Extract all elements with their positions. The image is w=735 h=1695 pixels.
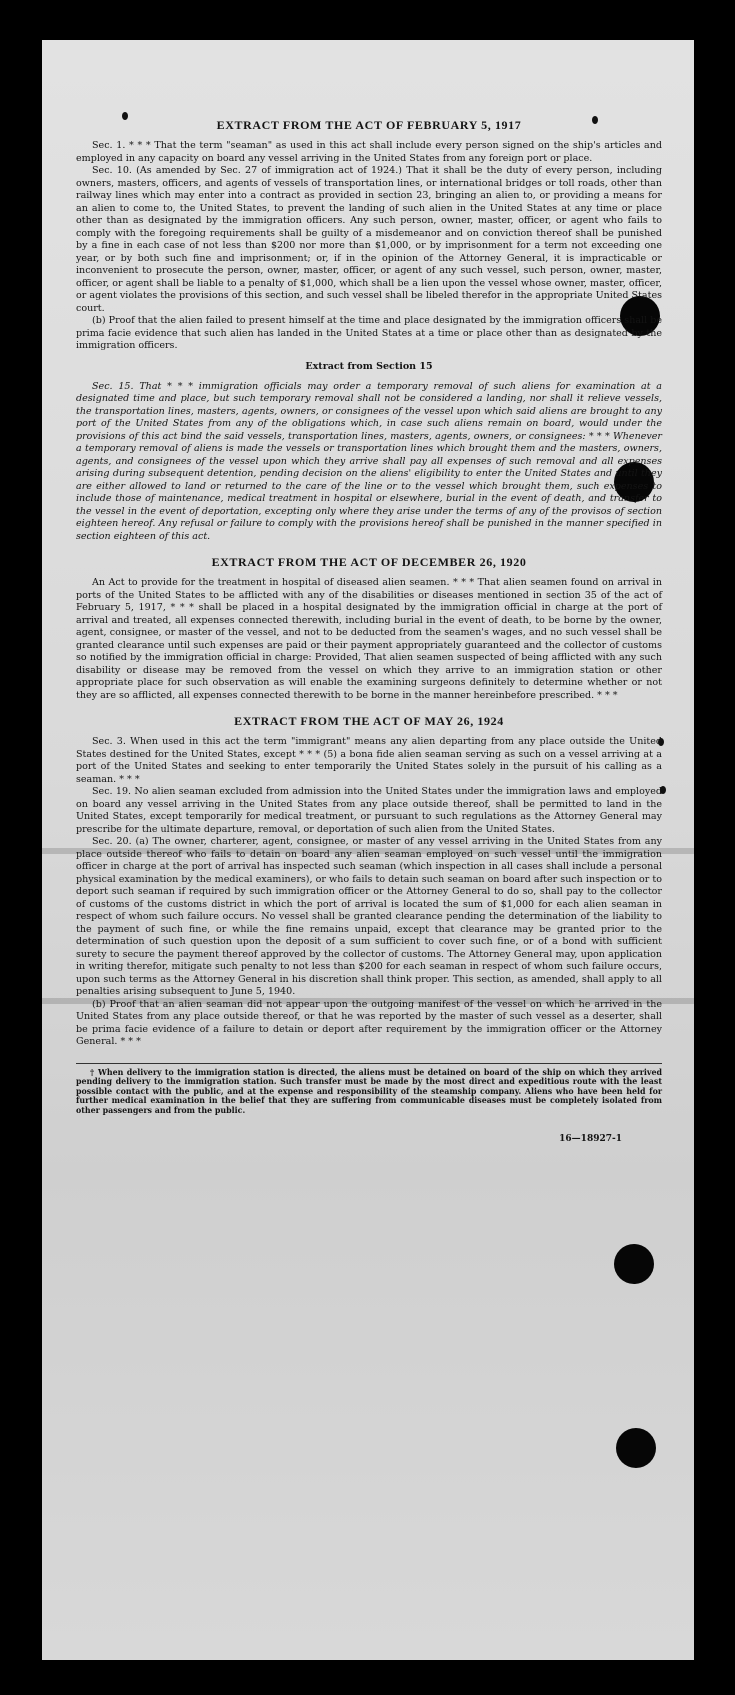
paragraph: (b) Proof that an alien seaman did not appear upon the outgoing manifest of the vessel on which he arrived in the United States from any place outside thereof, or that he was reported by the master of such vessel as a deserter, shall be prima facie evidence of a failure to detain or deport after requirement by the immigration officer or the Attorney General. * * * — [76, 998, 662, 1047]
footnote: † When delivery to the immigration station is directed, the aliens must be detained on board of the ship on which they arrived pending delivery to the immigration station. Such transfer must be made by the most direct and expeditious route with the least possible contact with the public, and at the expense and responsibility of the steamship company. Aliens who have been held for further medical examination in the belief that they are suffering from communicable diseases must be completely isolated from other passengers and from the public. — [76, 1067, 662, 1115]
document-body — [76, 118, 662, 1146]
paragraph: Sec. 1. * * * That the term "seaman" as used in this act shall include every person signed on the ship's articles and employed in any capacity on board any vessel arriving in the United States from any foreign port or place. — [76, 140, 662, 164]
section-heading: EXTRACT FROM THE ACT OF DECEMBER 26, 1920 — [211, 555, 527, 569]
section-heading: EXTRACT FROM THE ACT OF FEBRUARY 5, 1917 — [216, 118, 522, 132]
section-heading: EXTRACT FROM THE ACT OF MAY 26, 1924 — [234, 714, 504, 728]
paragraph: Sec. 3. When used in this act the term "immigrant" means any alien departing from any place outside the United States destined for the United States, except * * * (5) a bona fide alien seaman serving as such on a vessel arriving at a port of the United States and seeking to enter temporarily the United States solely in the pursuit of his calling as a seaman. * * * — [76, 736, 662, 785]
paragraph: (b) Proof that the alien failed to present himself at the time and place designated by the immigration officers shall be prima facie evidence that such alien has landed in the United States at a time or place other than as designated by the immigration officers. — [76, 315, 662, 351]
form-number: 16—18927-1 — [559, 1134, 622, 1145]
punch-hole — [616, 1428, 656, 1468]
paragraph: Sec. 20. (a) The owner, charterer, agent, consignee, or master of any vessel arriving in the United States from any place outside thereof who fails to detain on board any alien seaman employed on such vessel until the immigration officer in charge at the port of arrival has inspected such seaman (which inspection in all cases shall include a personal physical examination by the medical examiners), or who fails to detain such seaman on board after such inspection or to deport such seaman if required by such immigration officer or the Attorney General to do so, shall pay to the collector of customs of the customs district in which the port of arrival is located the sum of $1,000 for each alien seaman in respect of whom such failure occurs. No vessel shall be granted clearance pending the determination of the liability to the payment of such fine, or while the fine remains unpaid, except that clearance may be granted prior to the determination of such question upon the deposit of a sum sufficient to cover such fine, or of a bond with sufficient surety to secure the payment thereof approved by the collector of customs. The Attorney General may, upon application in writing therefor, mitigate such penalty to not less than $200 for each seaman in respect of whom such failure occurs, upon such terms as the Attorney General in his discretion shall think proper. This section, as amended, shall apply to all penalties arising subsequent to June 5, 1940. — [76, 836, 662, 997]
subsection-heading: Extract from Section 15 — [305, 360, 433, 372]
footnote-divider — [76, 1063, 662, 1064]
paragraph: Sec. 15. That * * * immigration officials may order a temporary removal of such aliens for examination at a designated time and place, but such temporary removal shall not be considered a landing, nor shall it relieve vessels, the transportation lines, masters, agents, owners, or consignees of the vessel upon which said aliens are brought to any port of the United States from any of the obligations which, in case such aliens remain on board, would under the provisions of this act bind the said vessels, transportation lines, masters, agents, owners, or consignees: * * * Whenever a temporary removal of aliens is made the vessels or transportation lines which brought them and the masters, owners, agents, and consignees of the vessel upon which they arrive shall pay all expenses of such removal and all expenses arising during subsequent detention, pending decision on the aliens' eligibility to enter the United States and until they are either allowed to land or returned to the care of the line or to the vessel which brought them, such expenses to include those of maintenance, medical treatment in hospital or elsewhere, burial in the event of death, and transfer to the vessel in the event of deportation, excepting only where they arise under the terms of any of the provisos of section eighteen hereof. Any refusal or failure to comply with the provisions hereof shall be punished in the manner specified in section eighteen of this act. — [76, 380, 662, 542]
paragraph: Sec. 10. (As amended by Sec. 27 of immigration act of 1924.) That it shall be the duty of every person, including owners, masters, officers, and agents of vessels of transportation lines, or international bridges or toll roads, other than railway lines which may enter into a contract as provided in section 23, bringing an alien to, or providing a means for an alien to come to, the United States, to prevent the landing of such alien in the United States at any time or place other than as designated by the immigration officers. Any such person, owner, master, officer, or agent who fails to comply with the foregoing requirements shall be guilty of a misdemeanor and on conviction thereof shall be punished by a fine in each case of not less than $200 nor more than $1,000, or by imprisonment for a term not exceeding one year, or by both such fine and imprisonment; or, if in the opinion of the Attorney General, it is impracticable or inconvenient to prosecute the person, owner, master, officer, or agent of any such vessel, such person, owner, master, officer, or agent shall be liable to a penalty of $1,000, which shall be a lien upon the vessel whose owner, master, officer, or agent violates the provisions of this section, and such vessel shall be libeled therefor in the appropriate United States court. — [76, 165, 662, 314]
punch-hole — [614, 1244, 654, 1284]
paragraph: Sec. 19. No alien seaman excluded from admission into the United States under the immigration laws and employed on board any vessel arriving in the United States from any place outside thereof, shall be permitted to land in the United States, except temporarily for medical treatment, or pursuant to such regulations as the Attorney General may prescribe for the ultimate departure, removal, or deportation of such alien from the United States. — [76, 786, 662, 835]
document-page — [42, 40, 694, 1660]
paragraph: An Act to provide for the treatment in hospital of diseased alien seamen. * * * That alien seamen found on arrival in ports of the United States to be afflicted with any of the disabilities or diseases mentioned in section 35 of the act of February 5, 1917, * * * shall be placed in a hospital designated by the immigration official in charge at the port of arrival and treated, all expenses connected therewith, including burial in the event of death, to be borne by the owner, agent, consignee, or master of the vessel, and not to be deducted from the seamen's wages, and no such vessel shall be granted clearance until such expenses are paid or their payment appropriately guaranteed and the collector of customs so notified by the immigration official in charge: Provided, That alien seamen suspected of being afflicted with any such disability or disease may be removed from the vessel on which they arrive to an immigration station or other appropriate place for such observation as will enable the examining surgeons definitely to determine whether or not they are so afflicted, all expenses connected therewith to be borne in the manner hereinbefore prescribed. * * * — [76, 577, 662, 701]
